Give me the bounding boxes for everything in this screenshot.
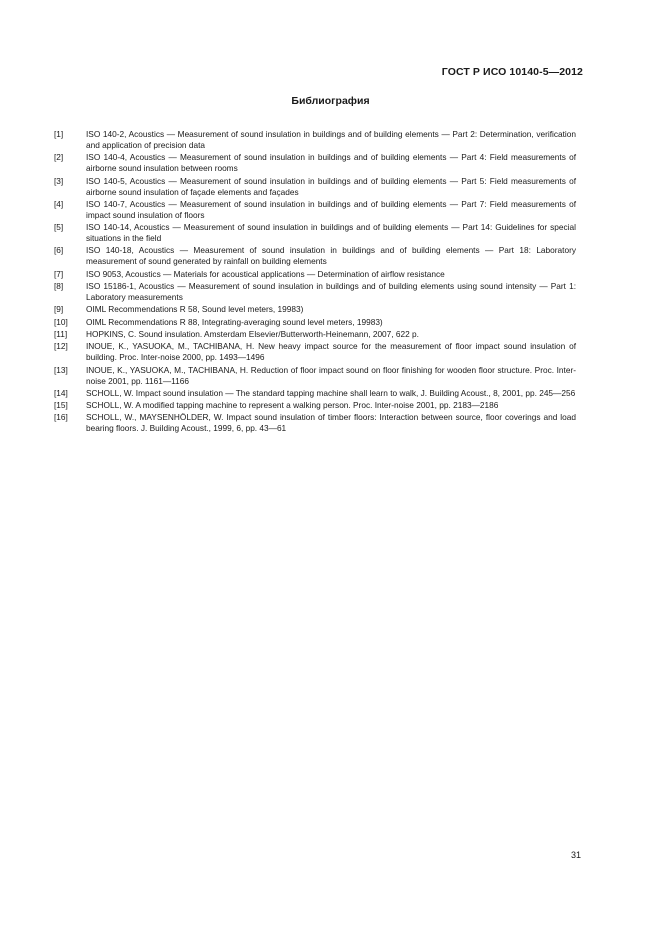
entry-text: ISO 140-18, Acoustics — Measurement of sound insulation in buildings and of building elements — Part 18: Laboratory measurement of sound generated by rainfall on building elements xyxy=(86,245,576,267)
entry-text: SCHOLL, W., MAYSENHÖLDER, W. Impact sound insulation of timber floors: Interaction between source, floor coverings and load bearing floors. J. Building Acoust., 1999, 6, pp. 43—61 xyxy=(86,412,576,434)
entry-number: [8] xyxy=(54,281,64,292)
entry-number: [3] xyxy=(54,175,64,186)
entry-number: [9] xyxy=(54,304,64,315)
entry-number: [11] xyxy=(54,328,68,339)
entry-number: [2] xyxy=(54,152,64,163)
bibliography-entry xyxy=(54,388,576,399)
entry-text: ISO 9053, Acoustics — Materials for acoustical applications — Determination of airflow resistance xyxy=(86,268,445,279)
document-code-header: ГОСТ Р ИСО 10140-5—2012 xyxy=(441,66,583,78)
entry-text: SCHOLL, W. Impact sound insulation — The standard tapping machine shall learn to walk, J. Building Acoust., 8, 2001, pp. 245—256 xyxy=(86,387,576,398)
bibliography-entry xyxy=(54,176,576,198)
bibliography-entry xyxy=(54,329,576,340)
entry-number: [7] xyxy=(54,268,64,279)
bibliography-entry xyxy=(54,317,576,328)
entry-number: [6] xyxy=(54,245,64,256)
bibliography-entry xyxy=(54,412,576,434)
entry-number: [13] xyxy=(54,364,68,375)
entry-text: ISO 140-7, Acoustics — Measurement of sound insulation in buildings and of building elements — Part 7: Field measurements of impact sound insulation of floors xyxy=(86,198,576,220)
entry-number: [1] xyxy=(54,129,64,139)
entry-number: [4] xyxy=(54,198,64,209)
entry-text: OIML Recommendations R 88, Integrating-averaging sound level meters, 19983) xyxy=(86,316,383,327)
entry-text: ISO 140-14, Acoustics — Measurement of sound insulation in buildings and of building elements — Part 14: Guidelines for special situations in the field xyxy=(86,222,576,244)
page-number: 31 xyxy=(570,850,581,860)
bibliography-entry xyxy=(54,304,576,315)
entry-text: ISO 140-2, Acoustics — Measurement of sound insulation in buildings and of building elements — Part 2: Determination, verification and application of precision data xyxy=(86,129,576,150)
entry-text: OIML Recommendations R 58, Sound level meters, 19983) xyxy=(86,304,304,315)
entry-text: HOPKINS, C. Sound insulation. Amsterdam Elsevier/Butterworth-Heinemann, 2007, 622 p. xyxy=(86,328,419,339)
bibliography-entry xyxy=(54,222,576,244)
bibliography-entry xyxy=(54,341,576,363)
entry-number: [14] xyxy=(54,387,68,398)
bibliography-entry xyxy=(54,269,576,280)
bibliography-entry xyxy=(54,199,576,221)
entry-text: ISO 140-4, Acoustics — Measurement of sound insulation in buildings and of building elements — Part 4: Field measurements of airborne sound insulation between rooms xyxy=(86,152,576,174)
entry-text: ISO 15186-1, Acoustics — Measurement of sound insulation in buildings and of building elements using sound intensity — Part 1: Laboratory measurements xyxy=(86,281,576,303)
entry-number: [5] xyxy=(54,222,64,233)
bibliography-entry xyxy=(54,400,576,411)
entry-number: [16] xyxy=(54,412,68,423)
entry-text: ISO 140-5, Acoustics — Measurement of sound insulation in buildings and of building elements — Part 5: Field measurements of airborne sound insulation of façade elements and façades xyxy=(86,175,576,197)
entry-text: INOUE, K., YASUOKA, M., TACHIBANA, H. Reduction of floor impact sound on floor finishing for wooden floor structure. Proc. Inter-noise 2001, pp. 1161—1166 xyxy=(86,364,576,386)
bibliography-entry xyxy=(54,152,576,174)
bibliography-entry xyxy=(54,365,576,387)
entry-number: [10] xyxy=(54,316,68,327)
entry-text: INOUE, K., YASUOKA, M., TACHIBANA, H. New heavy impact source for the measurement of floor impact sound insulation of building. Proc. Inter-noise 2000, pp. 1493—1496 xyxy=(86,341,576,363)
entry-text: SCHOLL, W. A modified tapping machine to represent a walking person. Proc. Inter-noise 2001, pp. 2183—2186 xyxy=(86,400,499,411)
bibliography-entry xyxy=(54,245,576,267)
entry-number: [15] xyxy=(54,400,68,411)
bibliography-list xyxy=(54,129,576,436)
bibliography-entry xyxy=(54,281,576,303)
bibliography-entry xyxy=(54,129,576,151)
page-title: Библиография xyxy=(291,95,370,107)
entry-number: [12] xyxy=(54,341,68,352)
